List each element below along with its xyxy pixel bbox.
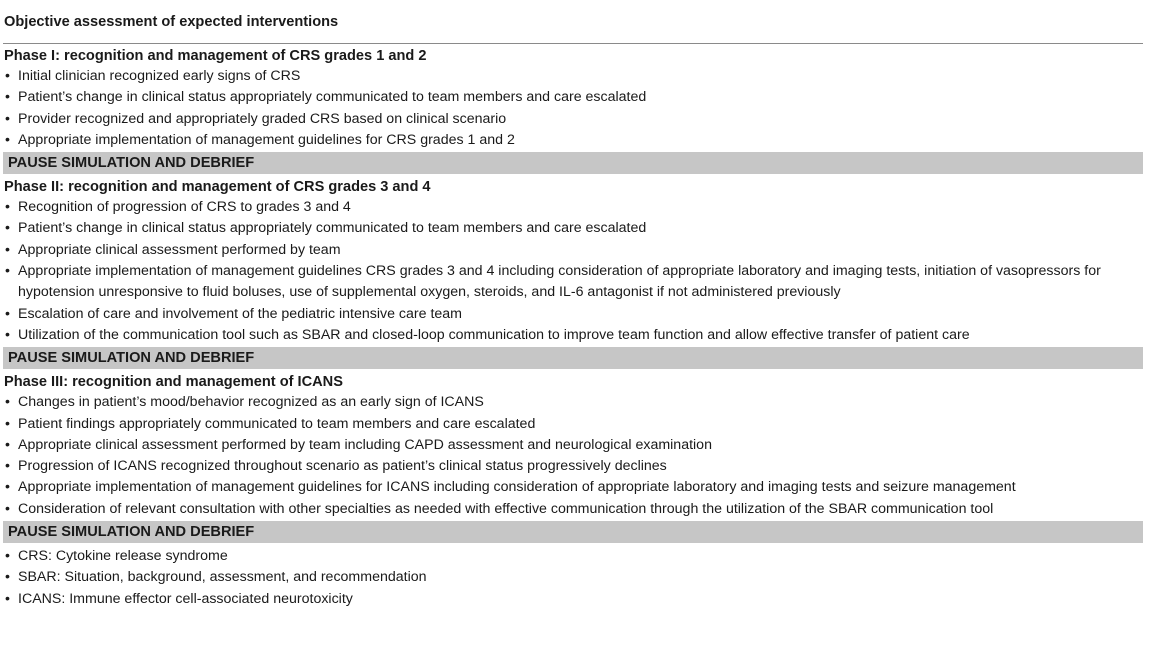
bullet-icon: •	[5, 436, 10, 453]
abbreviation-item	[3, 589, 1143, 610]
bullet-icon: •	[5, 220, 10, 237]
assessment-table	[3, 0, 1143, 610]
list-item	[3, 414, 1143, 435]
pause-banner: PAUSE SIMULATION AND DEBRIEF	[3, 521, 1143, 543]
abbreviation-text: SBAR: Situation, background, assessment, and recommendation	[18, 569, 427, 586]
list-item	[3, 325, 1143, 346]
bullet-icon: •	[5, 500, 10, 517]
list-item	[3, 304, 1143, 325]
list-item	[3, 392, 1143, 413]
pause-banner: PAUSE SIMULATION AND DEBRIEF	[3, 152, 1143, 174]
abbreviation-text: ICANS: Immune effector cell-associated neurotoxicity	[18, 590, 353, 607]
list-item-text: Patient findings appropriately communicated to team members and care escalated	[18, 415, 536, 432]
bullet-icon: •	[5, 110, 10, 127]
bullet-icon: •	[5, 68, 10, 84]
list-item-text: Initial clinician recognized early signs of CRS	[18, 68, 301, 84]
list-item-text: Patient’s change in clinical status appropriately communicated to team members and care escalated	[18, 220, 647, 237]
bullet-icon: •	[5, 479, 10, 496]
abbreviation-item	[3, 546, 1143, 567]
phase-1-list	[3, 66, 1143, 151]
list-item-text: Appropriate implementation of management guidelines for CRS grades 1 and 2	[18, 131, 515, 148]
pause-banner: PAUSE SIMULATION AND DEBRIEF	[3, 347, 1143, 369]
list-item	[3, 197, 1143, 218]
bullet-icon: •	[5, 458, 10, 475]
list-item	[3, 261, 1143, 304]
list-item-text: Appropriate implementation of management guidelines for ICANS including consideration of appropriate laboratory and imaging tests and seizure management	[18, 479, 1016, 496]
table-header-label: Objective assessment of expected interventions	[4, 13, 339, 30]
list-item-text: Recognition of progression of CRS to grades 3 and 4	[18, 199, 351, 216]
list-item-text: Appropriate implementation of management guidelines CRS grades 3 and 4 including consideration of appropriate laboratory and imaging tests, initiation of vasopressors for hypotension unresponsive to fluid boluses, use of supplemental oxygen, steroids, and IL-6 antagonist if not administered previously	[18, 263, 1101, 301]
bullet-icon: •	[5, 199, 10, 216]
list-item-text: Utilization of the communication tool such as SBAR and closed-loop communication to improve team function and allow effective transfer of patient care	[18, 326, 970, 343]
list-item	[3, 66, 1143, 87]
phase-3-list	[3, 392, 1143, 520]
abbreviation-item	[3, 567, 1143, 588]
bullet-icon: •	[5, 415, 10, 432]
bullet-icon: •	[5, 305, 10, 322]
phase-2-title: Phase II: recognition and management of CRS grades 3 and 4	[4, 179, 431, 196]
bullet-icon: •	[5, 590, 10, 607]
bullet-icon: •	[5, 326, 10, 343]
bullet-icon: •	[5, 131, 10, 148]
list-item-text: Appropriate clinical assessment performed by team including CAPD assessment and neurological examination	[18, 436, 712, 453]
bullet-icon: •	[5, 394, 10, 411]
list-item	[3, 435, 1143, 456]
list-item	[3, 499, 1143, 520]
phase-2-section	[3, 177, 1143, 369]
list-item	[3, 109, 1143, 130]
bullet-icon: •	[5, 263, 10, 280]
bullet-icon: •	[5, 89, 10, 106]
abbreviation-text: CRS: Cytokine release syndrome	[18, 548, 228, 565]
list-item-text: Consideration of relevant consultation with other specialties as needed with effective communication through the utilization of the SBAR communication tool	[18, 500, 994, 517]
list-item-text: Appropriate clinical assessment performed by team	[18, 241, 341, 258]
bullet-icon: •	[5, 241, 10, 258]
list-item	[3, 477, 1143, 498]
list-item-text: Patient’s change in clinical status appropriately communicated to team members and care escalated	[18, 89, 647, 106]
list-item-text: Escalation of care and involvement of the pediatric intensive care team	[18, 305, 462, 322]
list-item-text: Provider recognized and appropriately graded CRS based on clinical scenario	[18, 110, 507, 127]
bullet-icon: •	[5, 548, 10, 565]
list-item-text: Progression of ICANS recognized throughout scenario as patient’s clinical status progressively declines	[18, 458, 667, 475]
abbreviations-list	[3, 546, 1143, 610]
list-item	[3, 240, 1143, 261]
phase-1-title: Phase I: recognition and management of CRS grades 1 and 2	[4, 48, 427, 64]
list-item	[3, 130, 1143, 151]
list-item	[3, 87, 1143, 108]
phase-2-list	[3, 197, 1143, 346]
list-item	[3, 456, 1143, 477]
phase-3-title: Phase III: recognition and management of ICANS	[4, 374, 343, 391]
list-item-text: Changes in patient’s mood/behavior recognized as an early sign of ICANS	[18, 394, 484, 411]
list-item	[3, 218, 1143, 239]
phase-1-section	[3, 46, 1143, 174]
phase-3-section	[3, 372, 1143, 543]
table-header	[3, 0, 1143, 44]
bullet-icon: •	[5, 569, 10, 586]
